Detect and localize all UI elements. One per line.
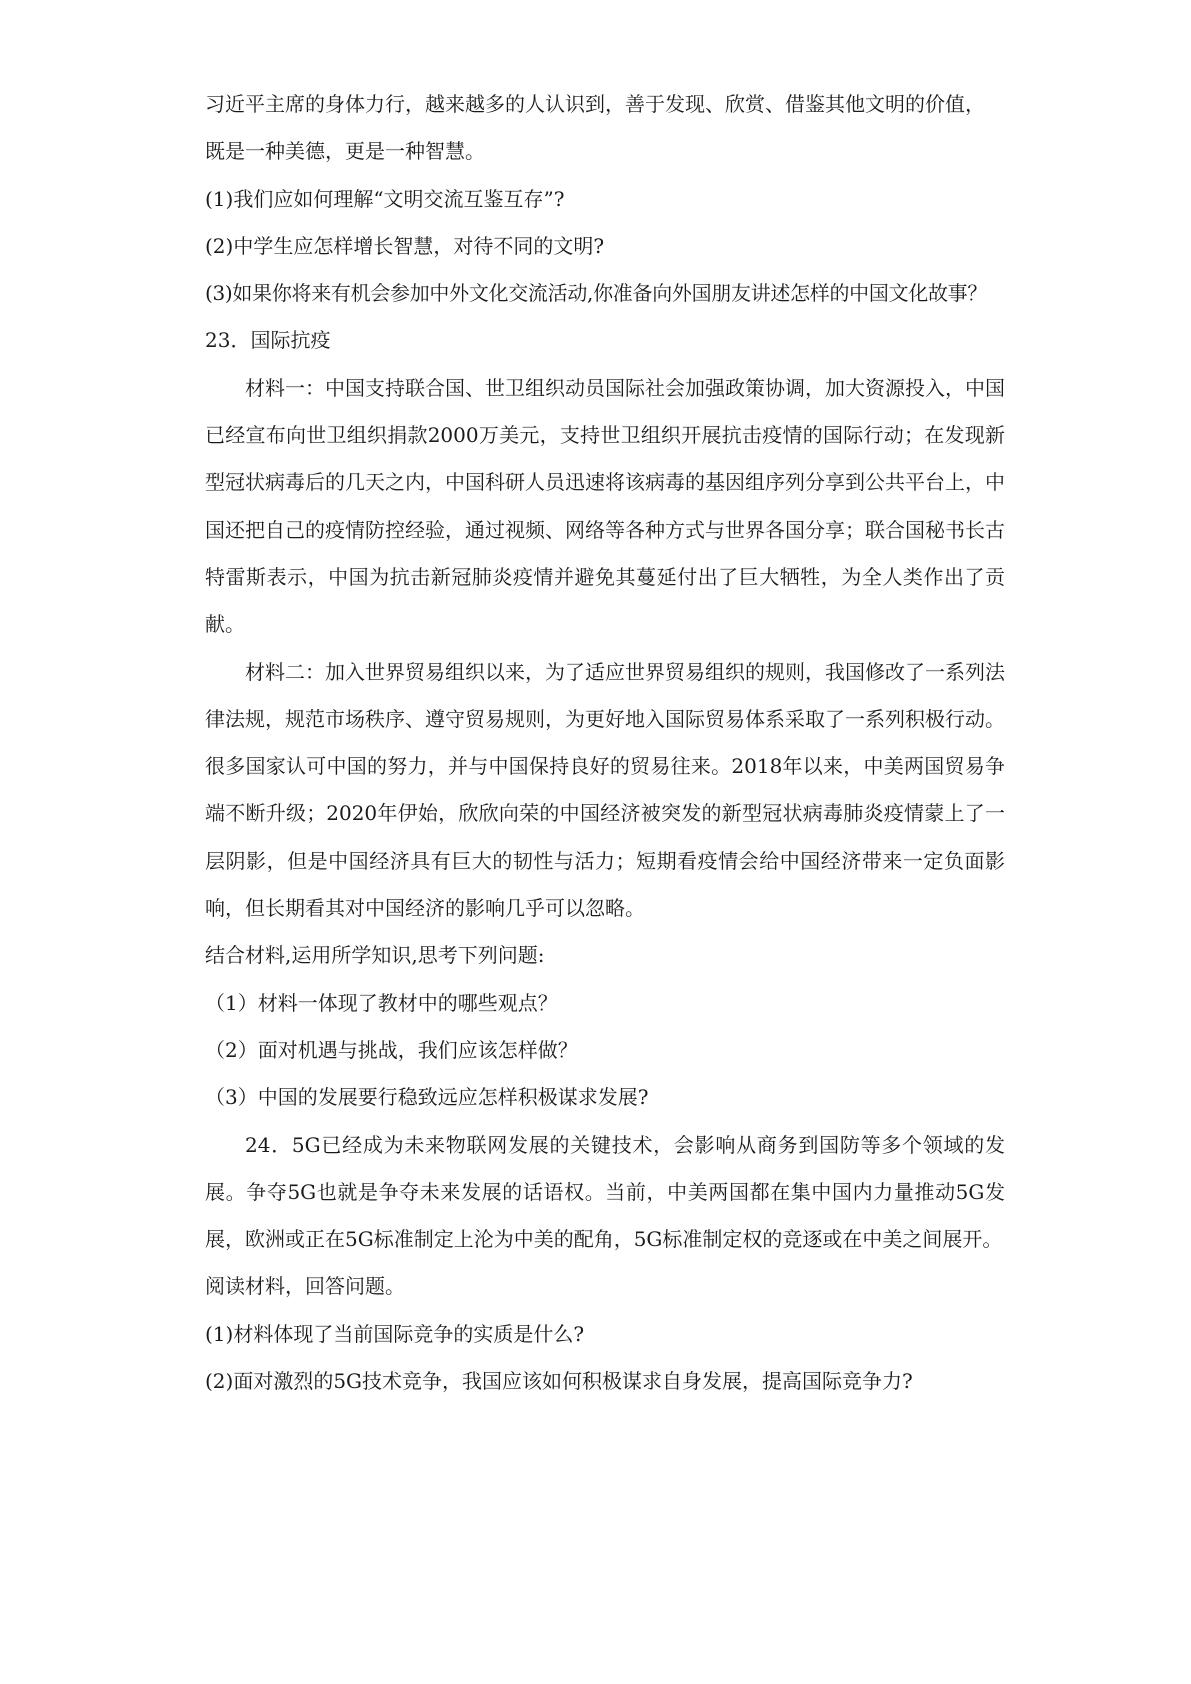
q23-title: 23．国际抗疫 [205, 328, 331, 353]
q23-prompt: 结合材料,运用所学知识,思考下列问题: [205, 943, 545, 968]
q24-question-2: (2)面对激烈的5G技术竞争，我国应该如何积极谋求自身发展，提高国际竞争力? [205, 1369, 913, 1394]
q23-question-2: （2）面对机遇与挑战，我们应该怎样做？ [205, 1037, 578, 1062]
q23-question-3: （3）中国的发展要行稳致远应怎样积极谋求发展? [205, 1085, 649, 1110]
q22-question-3: (3)如果你将来有机会参加中外文化交流活动,你准备向外国朋友讲述怎样的中国文化故事？ [205, 281, 988, 306]
document-page [205, 81, 1005, 1405]
q24-stem: 24．5G已经成为未来物联网发展的关键技术，会影响从商务到国防等多个领域的发展。争夺5G也就是争夺未来发展的话语权。当前，中美两国都在集中国内力量推动5G发展，欧洲或正在5G标准制定上沦为中美的配角，5G标准制定权的竞逐或在中美之间展开。 [205, 1132, 1005, 1252]
q23-material-2: 材料二：加入世界贸易组织以来，为了适应世界贸易组织的规则，我国修改了一系列法律法规，规范市场秩序、遵守贸易规则，为更好地入国际贸易体系采取了一系列积极行动。很多国家认可中国的努力，并与中国保持良好的贸易往来。2018年以来，中美两国贸易争端不断升级；2020年伊始，欣欣向荣的中国经济被突发的新型冠状病毒肺炎疫情蒙上了一层阴影，但是中国经济具有巨大的韧性与活力；短期看疫情会给中国经济带来一定负面影响，但长期看其对中国经济的影响几乎可以忽略。 [205, 659, 1005, 921]
q24-prompt: 阅读材料，回答问题。 [205, 1274, 405, 1299]
q22-intro-line: 既是一种美德，更是一种智慧。 [205, 139, 485, 164]
q22-intro-line: 习近平主席的身体力行，越来越多的人认识到，善于发现、欣赏、借鉴其他文明的价值， [205, 92, 985, 116]
q24-question-1: (1)材料体现了当前国际竞争的实质是什么? [205, 1321, 585, 1346]
q23-material-1: 材料一：中国支持联合国、世卫组织动员国际社会加强政策协调，加大资源投入，中国已经宣布向世卫组织捐款2000万美元，支持世卫组织开展抗击疫情的国际行动；在发现新型冠状病毒后的几天之内，中国科研人员迅速将该病毒的基因组序列分享到公共平台上，中国还把自己的疫情防控经验，通过视频、网络等各种方式与世界各国分享；联合国秘书长古特雷斯表示，中国为抗击新冠肺炎疫情并避免其蔓延付出了巨大牺牲，为全人类作出了贡献。 [205, 375, 1005, 637]
q23-question-1: （1）材料一体现了教材中的哪些观点？ [205, 990, 558, 1015]
q22-question-2: (2)中学生应怎样增长智慧，对待不同的文明? [205, 233, 605, 258]
q22-question-1: (1)我们应如何理解“文明交流互鉴互存”? [205, 186, 565, 211]
